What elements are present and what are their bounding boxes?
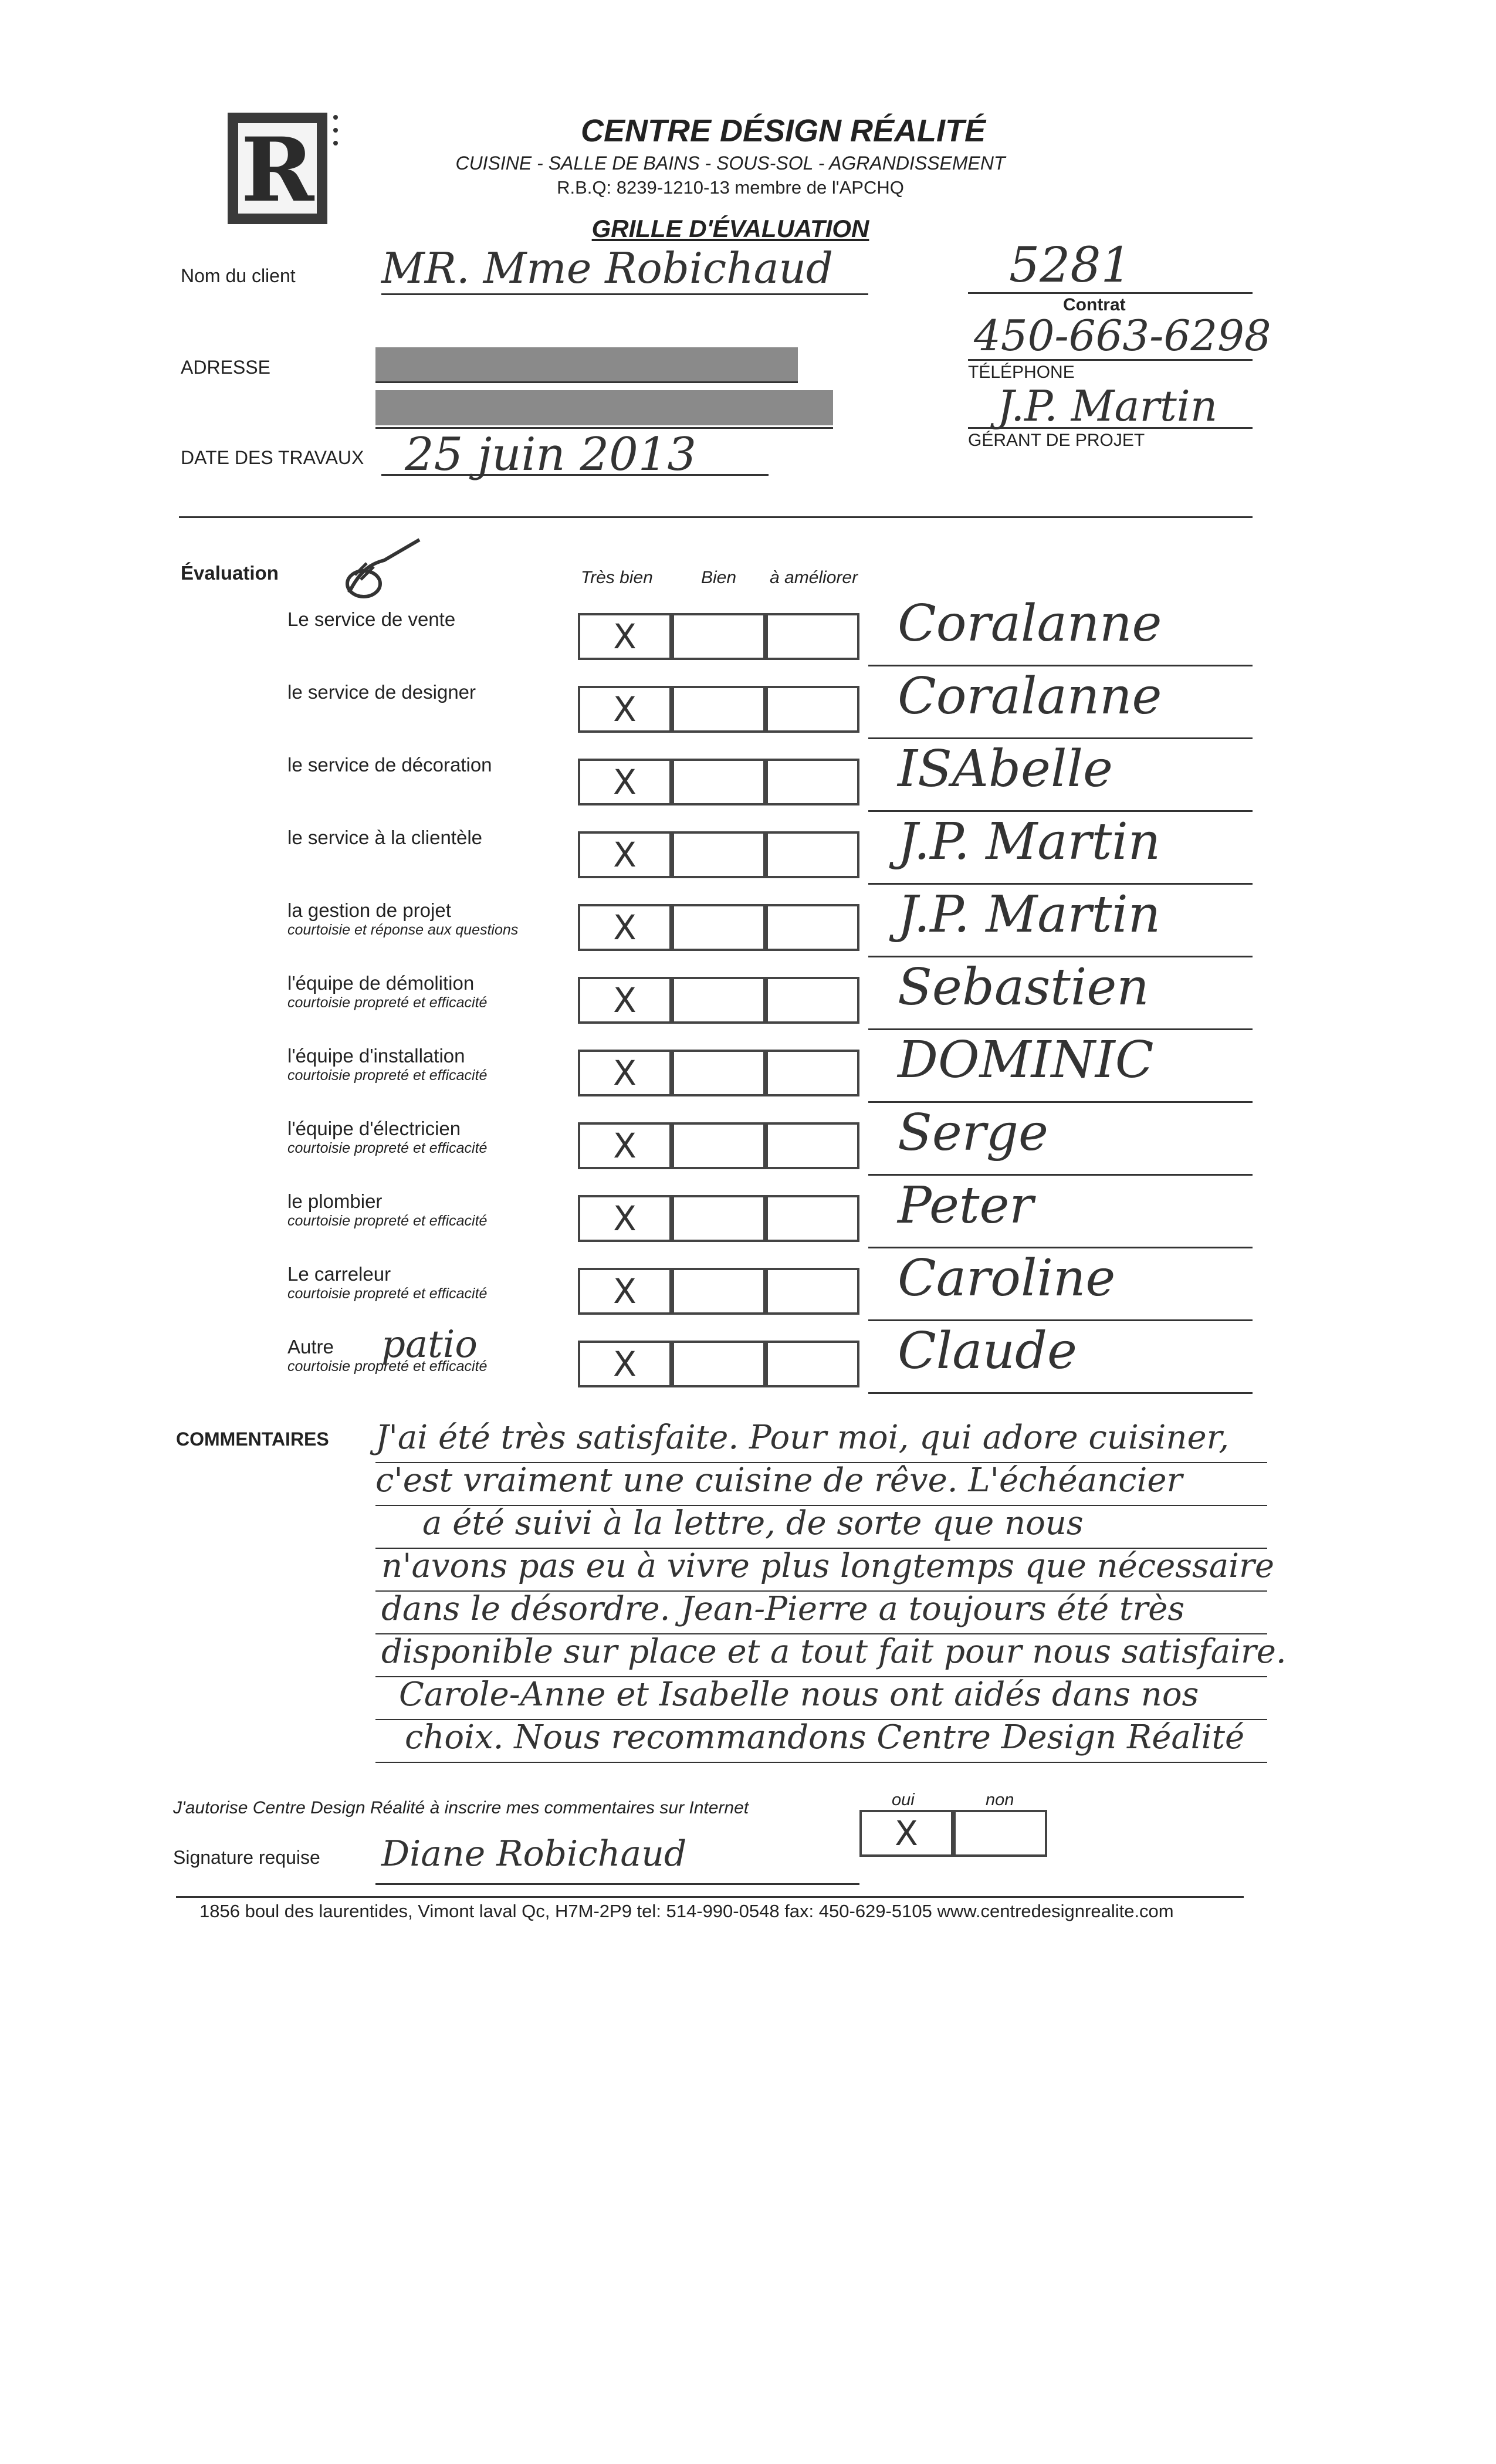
rating-checkbox[interactable] (766, 1341, 859, 1387)
rating-mark: X (613, 762, 637, 802)
rating-checkbox[interactable] (766, 1122, 859, 1169)
comment-line: J'ai été très satisfaite. Pour moi, qui adore cuisiner, (375, 1419, 1230, 1457)
column-header-tres-bien: Très bien (581, 568, 653, 587)
comments-label: COMMENTAIRES (176, 1429, 329, 1450)
evaluation-row-sublabel: courtoisie propreté et efficacité (287, 1140, 488, 1156)
staff-name: Sebastien (898, 958, 1149, 1017)
staff-name: Peter (898, 1176, 1034, 1235)
comment-line: choix. Nous recommandons Centre Design Réalité (405, 1718, 1245, 1756)
evaluation-row-sublabel: courtoisie propreté et efficacité (287, 1067, 488, 1084)
comment-underline (375, 1762, 1267, 1763)
staff-name-underline (868, 1028, 1253, 1030)
logo-letter: R (241, 119, 314, 222)
rating-mark: X (613, 1344, 637, 1384)
column-header-a-ameliorer: à améliorer (770, 568, 858, 587)
address-redaction-1 (375, 347, 798, 383)
rating-checkbox[interactable] (766, 759, 859, 805)
evaluation-row-label: le plombier (287, 1190, 383, 1212)
manager-label: GÉRANT DE PROJET (968, 431, 1145, 450)
staff-name-underline (868, 1319, 1253, 1321)
logo-dots (333, 115, 339, 154)
evaluation-label: Évaluation (181, 562, 279, 584)
staff-name-underline (868, 1101, 1253, 1103)
evaluation-row-label: le service de designer (287, 681, 476, 703)
rating-mark: X (613, 1126, 637, 1166)
signature-underline (375, 1883, 859, 1885)
rating-mark: X (613, 908, 637, 947)
date-underline (381, 474, 769, 476)
comment-line: c'est vraiment une cuisine de rêve. L'échéancier (375, 1461, 1183, 1500)
address-label: ADRESSE (181, 357, 270, 378)
comment-line: a été suivi à la lettre, de sorte que nous (422, 1504, 1084, 1542)
other-specified-value: patio (381, 1323, 478, 1366)
evaluation-row-sublabel: courtoisie propreté et efficacité (287, 994, 488, 1011)
company-name: CENTRE DÉSIGN RÉALITÉ (580, 113, 986, 148)
rating-checkbox[interactable] (672, 1195, 766, 1242)
column-header-bien: Bien (701, 568, 737, 587)
rating-mark: X (613, 980, 637, 1020)
client-name-label: Nom du client (181, 265, 296, 286)
evaluation-row-sublabel: courtoisie propreté et efficacité (287, 1358, 488, 1375)
comment-line: n'avons pas eu à vivre plus longtemps que nécessaire (381, 1547, 1274, 1585)
staff-name: ISAbelle (898, 740, 1113, 798)
oui-mark: X (895, 1813, 918, 1853)
address-redaction-2 (375, 390, 833, 425)
rating-mark: X (613, 1053, 637, 1093)
rating-checkbox[interactable] (672, 1268, 766, 1315)
evaluation-row-label: l'équipe d'installation (287, 1045, 465, 1067)
rating-checkbox[interactable] (672, 1050, 766, 1096)
evaluation-row-label: l'équipe de démolition (287, 972, 475, 994)
form-title: GRILLE D'ÉVALUATION (591, 215, 869, 242)
rating-checkbox[interactable] (766, 613, 859, 660)
staff-name-underline (868, 1392, 1253, 1394)
comment-line: Carole-Anne et Isabelle nous ont aidés dans nos (399, 1676, 1199, 1714)
rating-checkbox[interactable] (766, 1268, 859, 1315)
rating-checkbox[interactable] (672, 977, 766, 1024)
company-logo (228, 113, 327, 224)
authorization-text: J'autorise Centre Design Réalité à inscrire mes commentaires sur Internet (173, 1798, 749, 1817)
rating-checkbox[interactable] (766, 977, 859, 1024)
manager-underline (968, 427, 1253, 429)
rating-checkbox[interactable] (672, 759, 766, 805)
evaluation-row-sublabel: courtoisie et réponse aux questions (287, 922, 519, 938)
contract-value: 5281 (1009, 238, 1132, 293)
header-divider (179, 516, 1253, 518)
contract-underline (968, 292, 1253, 294)
staff-name-underline (868, 1247, 1253, 1248)
signature-value: Diane Robichaud (381, 1833, 687, 1874)
staff-name-underline (868, 883, 1253, 885)
rating-checkbox[interactable] (766, 831, 859, 878)
evaluation-row-label: la gestion de projet (287, 899, 451, 921)
rbq-line: R.B.Q: 8239-1210-13 membre de l'APCHQ (557, 177, 904, 198)
non-mark (953, 1810, 1047, 1857)
manager-value: J.P. Martin (997, 381, 1218, 431)
pen-hand-icon (337, 528, 425, 610)
staff-name-underline (868, 956, 1253, 957)
date-value: 25 juin 2013 (405, 428, 696, 481)
client-name-underline (381, 293, 868, 295)
phone-underline (968, 359, 1253, 361)
rating-checkbox[interactable] (766, 686, 859, 733)
rating-mark: X (613, 835, 637, 875)
contract-label: Contrat (1063, 295, 1126, 314)
rating-checkbox[interactable] (672, 613, 766, 660)
evaluation-row-label: Le service de vente (287, 608, 456, 630)
non-label: non (986, 1791, 1014, 1809)
staff-name-underline (868, 737, 1253, 739)
evaluation-row-label: Autre (287, 1336, 334, 1358)
staff-name: DOMINIC (898, 1031, 1154, 1089)
rating-checkbox[interactable] (672, 1341, 766, 1387)
client-name-value: MR. Mme Robichaud (381, 243, 833, 293)
rating-checkbox[interactable] (766, 1195, 859, 1242)
staff-name-underline (868, 1174, 1253, 1176)
staff-name-underline (868, 665, 1253, 666)
signature-label: Signature requise (173, 1847, 320, 1868)
oui-label: oui (892, 1791, 915, 1809)
rating-mark: X (613, 1271, 637, 1311)
staff-name: Caroline (898, 1249, 1116, 1308)
evaluation-row-label: le service de décoration (287, 754, 492, 776)
staff-name-underline (868, 810, 1253, 812)
evaluation-row-label: le service à la clientèle (287, 827, 482, 848)
staff-name: Serge (898, 1104, 1048, 1162)
staff-name: Coralanne (898, 667, 1162, 726)
evaluation-row-sublabel: courtoisie propreté et efficacité (287, 1285, 488, 1302)
phone-label: TÉLÉPHONE (968, 363, 1075, 382)
services-line: CUISINE - SALLE DE BAINS - SOUS-SOL - AGRANDISSEMENT (455, 153, 1006, 174)
rating-checkbox[interactable] (672, 1122, 766, 1169)
phone-value: 450-663-6298 (974, 311, 1271, 360)
comment-line: dans le désordre. Jean-Pierre a toujours été très (381, 1590, 1185, 1628)
rating-checkbox[interactable] (672, 904, 766, 951)
staff-name: J.P. Martin (898, 885, 1161, 944)
rating-mark: X (613, 617, 637, 656)
rating-mark: X (613, 1199, 637, 1238)
rating-checkbox[interactable] (672, 831, 766, 878)
staff-name: Claude (898, 1322, 1077, 1380)
evaluation-row-label: l'équipe d'électricien (287, 1118, 461, 1139)
rating-mark: X (613, 689, 637, 729)
date-label: DATE DES TRAVAUX (181, 447, 364, 468)
evaluation-row-sublabel: courtoisie propreté et efficacité (287, 1213, 488, 1229)
rating-checkbox[interactable] (672, 686, 766, 733)
staff-name: J.P. Martin (898, 813, 1161, 871)
staff-name: Coralanne (898, 594, 1162, 653)
footer-divider (176, 1896, 1244, 1898)
footer-text: 1856 boul des laurentides, Vimont laval Qc, H7M-2P9 tel: 514-990-0548 fax: 450-629-5105 www.centredesignrealite.com (199, 1901, 1174, 1921)
rating-checkbox[interactable] (766, 1050, 859, 1096)
address-underline-1 (375, 381, 798, 383)
evaluation-row-label: Le carreleur (287, 1263, 391, 1285)
comment-line: disponible sur place et a tout fait pour nous satisfaire. (381, 1633, 1287, 1671)
logo-panel (238, 119, 317, 222)
rating-checkbox[interactable] (766, 904, 859, 951)
